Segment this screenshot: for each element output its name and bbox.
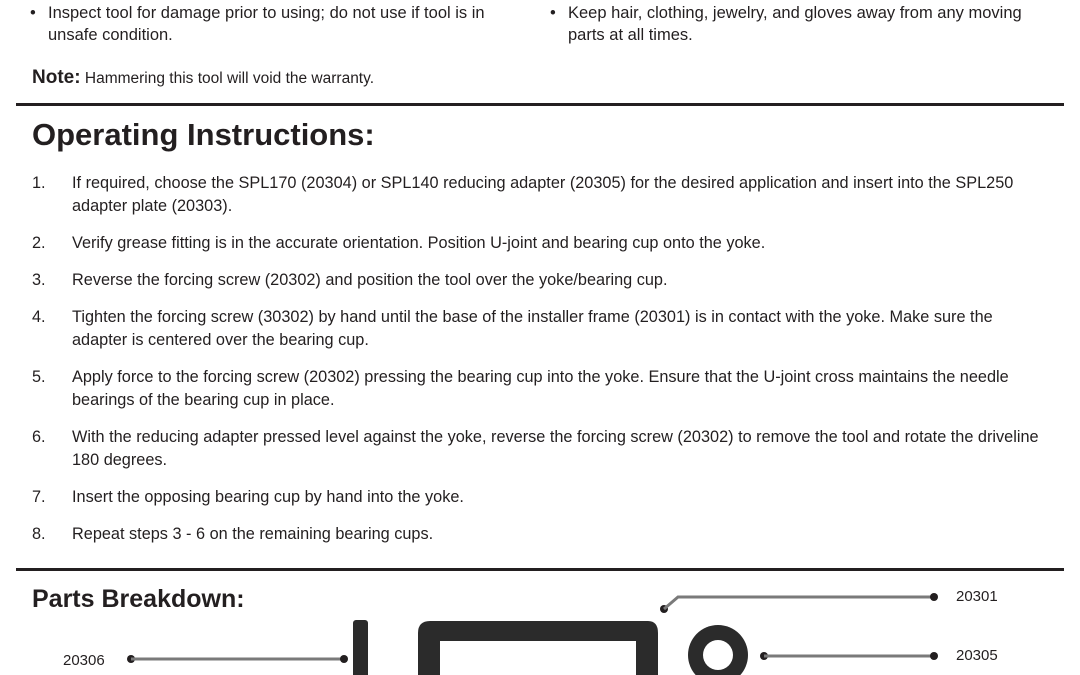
forcing-screw-part (353, 620, 368, 675)
reducing-adapter-hole (703, 640, 733, 670)
safety-bullet-keep-away (550, 2, 1060, 46)
step-number: 5. (32, 368, 46, 386)
safety-bullet-inspect (30, 2, 500, 46)
step-item (32, 172, 1052, 218)
bullet-dot: • (30, 4, 36, 22)
step-text: Apply force to the forcing screw (20302) pressing the bearing cup into the yoke. Ensure that the U-joint cross maintains the needle bearings of the bearing cup in place. (72, 368, 1009, 409)
step-number: 6. (32, 428, 46, 446)
step-number: 4. (32, 308, 46, 326)
step-item (32, 523, 1052, 546)
safety-bullet-text: Inspect tool for damage prior to using; do not use if tool is in unsafe condition. (48, 4, 485, 44)
operating-instructions-title: Operating Instructions: (32, 117, 375, 152)
operating-steps-list (32, 172, 1052, 546)
step-item (32, 486, 1052, 509)
step-item (32, 426, 1052, 472)
step-text: Tighten the forcing screw (30302) by hand until the base of the installer frame (20301) is in contact with the yoke. Make sure the adapter is centered over the bearing cup. (72, 308, 993, 349)
step-number: 8. (32, 525, 46, 543)
note-label: Note: (32, 67, 81, 88)
leader-line-20306 (127, 655, 348, 663)
step-text: Reverse the forcing screw (20302) and position the tool over the yoke/bearing cup. (72, 271, 668, 289)
leader-line-20301 (660, 593, 938, 613)
bullet-dot: • (550, 4, 556, 22)
step-number: 7. (32, 488, 46, 506)
note-text: Hammering this tool will void the warranty. (84, 70, 375, 87)
step-text: With the reducing adapter pressed level against the yoke, reverse the forcing screw (20302) to remove the tool and rotate the driveline 180 degrees. (72, 428, 1039, 469)
parts-diagram (0, 575, 1080, 675)
parts-breakdown-title: Parts Breakdown: (32, 585, 245, 613)
installer-frame-part (418, 621, 658, 675)
callout-20306: 20306 (63, 652, 105, 669)
callout-20301: 20301 (956, 588, 998, 605)
step-item (32, 306, 1052, 352)
step-item (32, 269, 1052, 292)
step-text: If required, choose the SPL170 (20304) or SPL140 reducing adapter (20305) for the desired application and insert into the SPL250 adapter plate (20303). (72, 174, 1014, 215)
step-item (32, 232, 1052, 255)
step-number: 2. (32, 234, 46, 252)
warranty-note (32, 67, 374, 89)
step-number: 3. (32, 271, 46, 289)
section-divider (16, 103, 1064, 106)
callout-20305: 20305 (956, 647, 998, 664)
step-text: Insert the opposing bearing cup by hand into the yoke. (72, 488, 464, 506)
step-text: Repeat steps 3 - 6 on the remaining bearing cups. (72, 525, 434, 543)
step-item (32, 366, 1052, 412)
safety-bullet-text: Keep hair, clothing, jewelry, and gloves away from any moving parts at all times. (568, 4, 1022, 44)
step-number: 1. (32, 174, 46, 192)
step-text: Verify grease fitting is in the accurate orientation. Position U-joint and bearing cup onto the yoke. (72, 234, 766, 252)
leader-line-20305 (760, 652, 938, 660)
section-divider (16, 568, 1064, 571)
